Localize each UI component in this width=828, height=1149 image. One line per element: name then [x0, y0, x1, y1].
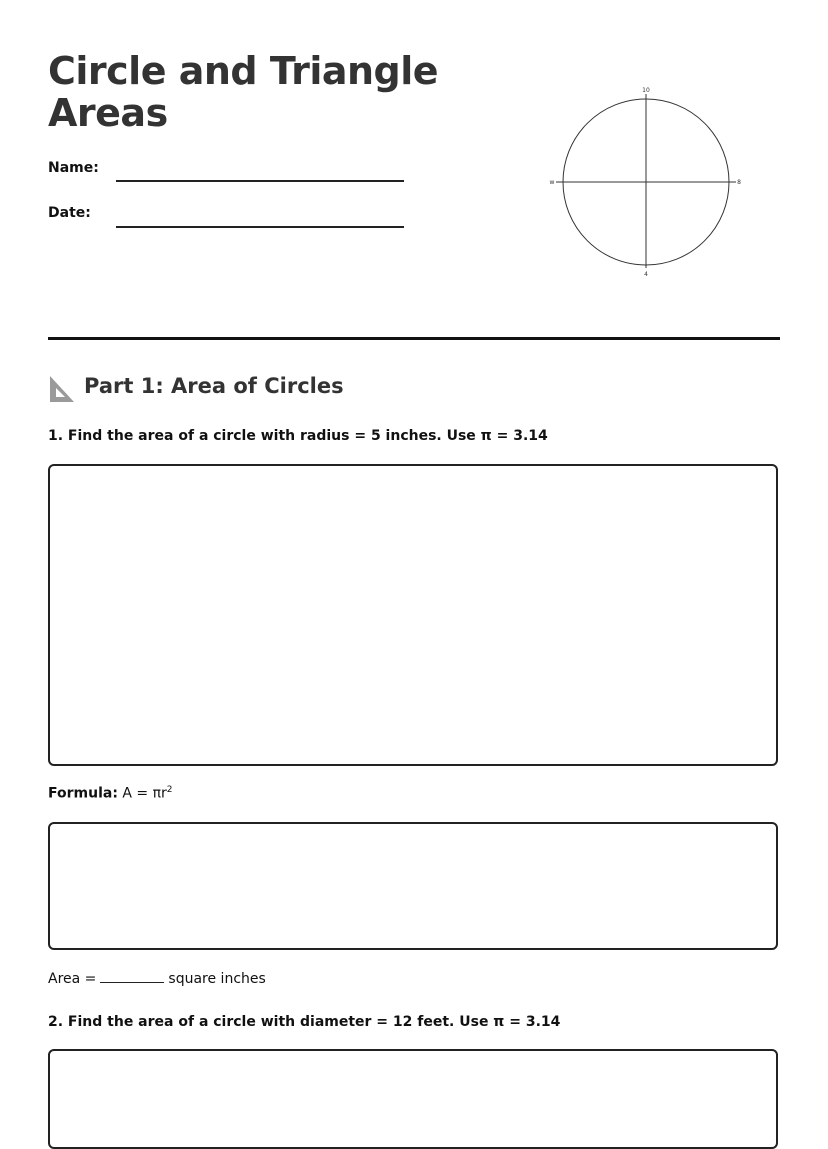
answer-box-q1-work[interactable]: [48, 464, 778, 766]
formula-exponent: 2: [166, 785, 173, 795]
date-field[interactable]: [116, 226, 404, 228]
axis-label-left: w: [549, 179, 555, 186]
page-title: Circle and Triangle Areas: [48, 49, 439, 135]
formula-label: Formula:: [48, 785, 118, 802]
circle-diagram: [540, 84, 750, 280]
area-prefix: Area =: [48, 971, 97, 987]
formula-line: [48, 785, 173, 802]
answer-box-q2-work[interactable]: [48, 1049, 778, 1149]
date-label: Date:: [48, 205, 91, 221]
header-divider: [48, 337, 780, 340]
axis-label-top: 10: [642, 87, 650, 94]
question-1: 1. Find the area of a circle with radius = 5 inches. Use π = 3.14: [48, 428, 548, 444]
area-suffix: square inches: [168, 971, 266, 987]
axis-label-bottom: 4: [644, 271, 648, 278]
triangle-ruler-icon: [48, 374, 76, 404]
answer-box-q1-formula[interactable]: [48, 822, 778, 950]
section-title-part1: Part 1: Area of Circles: [84, 374, 344, 398]
name-field[interactable]: [116, 180, 404, 182]
name-label: Name:: [48, 160, 99, 176]
area-blank-field[interactable]: [100, 970, 164, 983]
formula-text: A = πr: [122, 785, 167, 802]
question-2: 2. Find the area of a circle with diameter = 12 feet. Use π = 3.14: [48, 1014, 561, 1030]
axis-label-right: 8: [737, 179, 741, 186]
area-answer-line: [48, 970, 266, 987]
